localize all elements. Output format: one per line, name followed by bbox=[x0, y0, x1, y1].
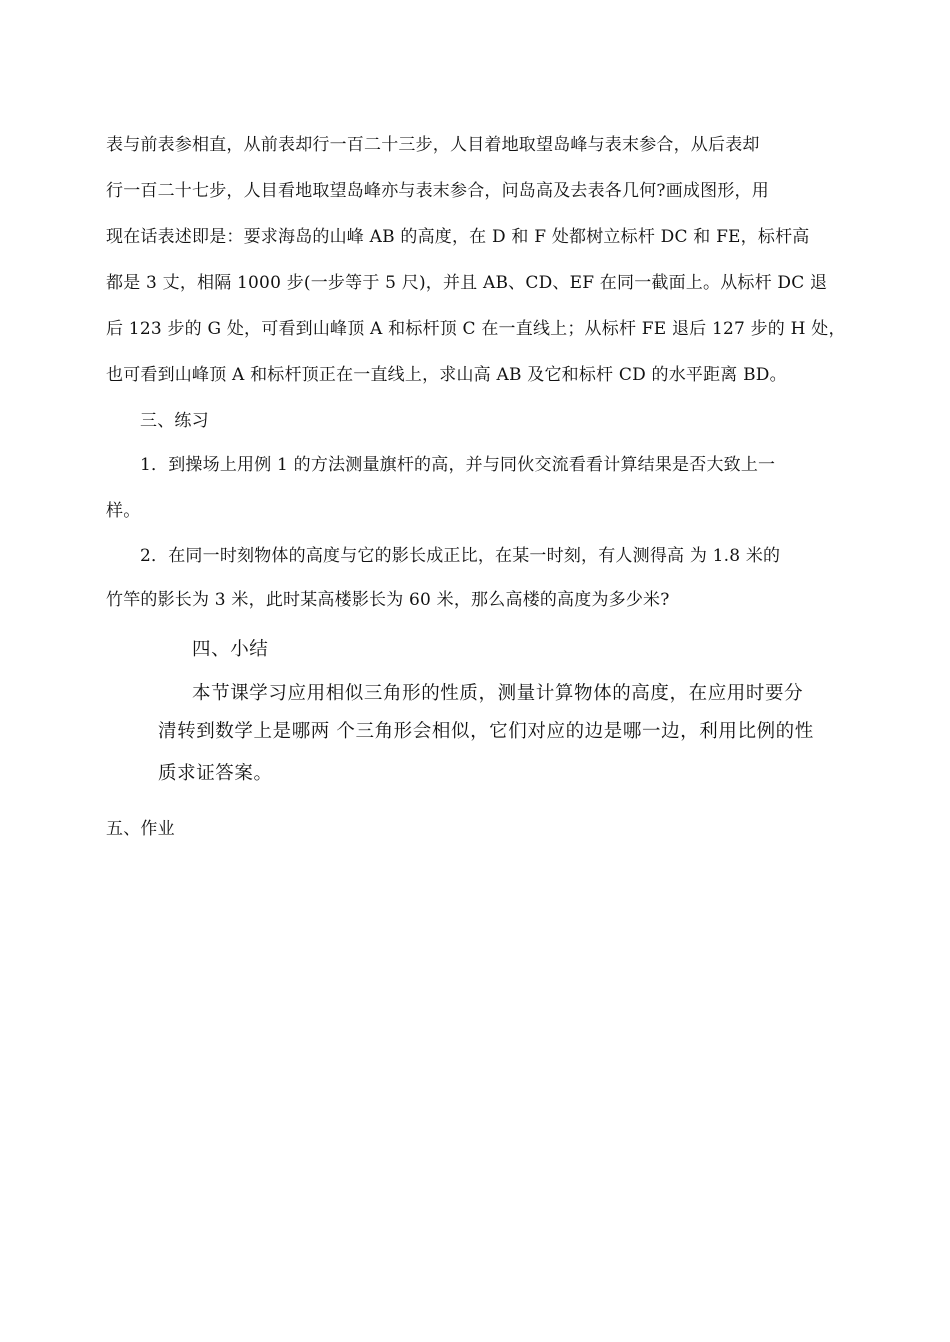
example-text-line-6: 也可看到山峰顶 A 和标杆顶正在一直线上，求山高 AB 及它和标杆 CD 的水平距离 BD。 bbox=[106, 365, 787, 385]
homework-heading: 五、作业 bbox=[106, 819, 175, 839]
practice-item-2-line-1: 2．在同一时刻物体的高度与它的影长成正比，在某一时刻，有人测得高 为 1.8 米的 bbox=[140, 546, 781, 566]
summary-line-3: 质求证答案。 bbox=[158, 763, 273, 784]
example-text-line-1: 表与前表参相直，从前表却行一百二十三步，人目着地取望岛峰与表末参合，从后表却 bbox=[106, 135, 760, 155]
summary-heading: 四、小结 bbox=[192, 639, 269, 660]
practice-item-2-line-2: 竹竿的影长为 3 米，此时某高楼影长为 60 米，那么高楼的高度为多少米? bbox=[106, 590, 670, 610]
example-text-line-4: 都是 3 丈，相隔 1000 步(一步等于 5 尺)，并且 AB、CD、EF 在同一截面上。从标杆 DC 退 bbox=[106, 273, 828, 293]
practice-item-1-line-1: 1．到操场上用例 1 的方法测量旗杆的高，并与同伙交流看看计算结果是否大致上一 bbox=[140, 455, 776, 475]
example-text-line-5: 后 123 步的 G 处，可看到山峰顶 A 和标杆顶 C 在一直线上；从标杆 FE 退后 127 步的 H 处， bbox=[106, 319, 846, 339]
example-text-line-2: 行一百二十七步，人目看地取望岛峰亦与表末参合，问岛高及去表各几何?画成图形，用 bbox=[106, 181, 769, 201]
practice-heading: 三、练习 bbox=[140, 411, 209, 431]
summary-line-2: 清转到数学上是哪两 个三角形会相似，它们对应的边是哪一边，利用比例的性 bbox=[158, 721, 814, 742]
practice-item-1-line-2: 样。 bbox=[106, 501, 141, 521]
summary-line-1: 本节课学习应用相似三角形的性质，测量计算物体的高度，在应用时要分 bbox=[192, 683, 804, 704]
example-text-line-3: 现在话表述即是：要求海岛的山峰 AB 的高度，在 D 和 F 处都树立标杆 DC 和 FE，标杆高 bbox=[106, 227, 810, 247]
